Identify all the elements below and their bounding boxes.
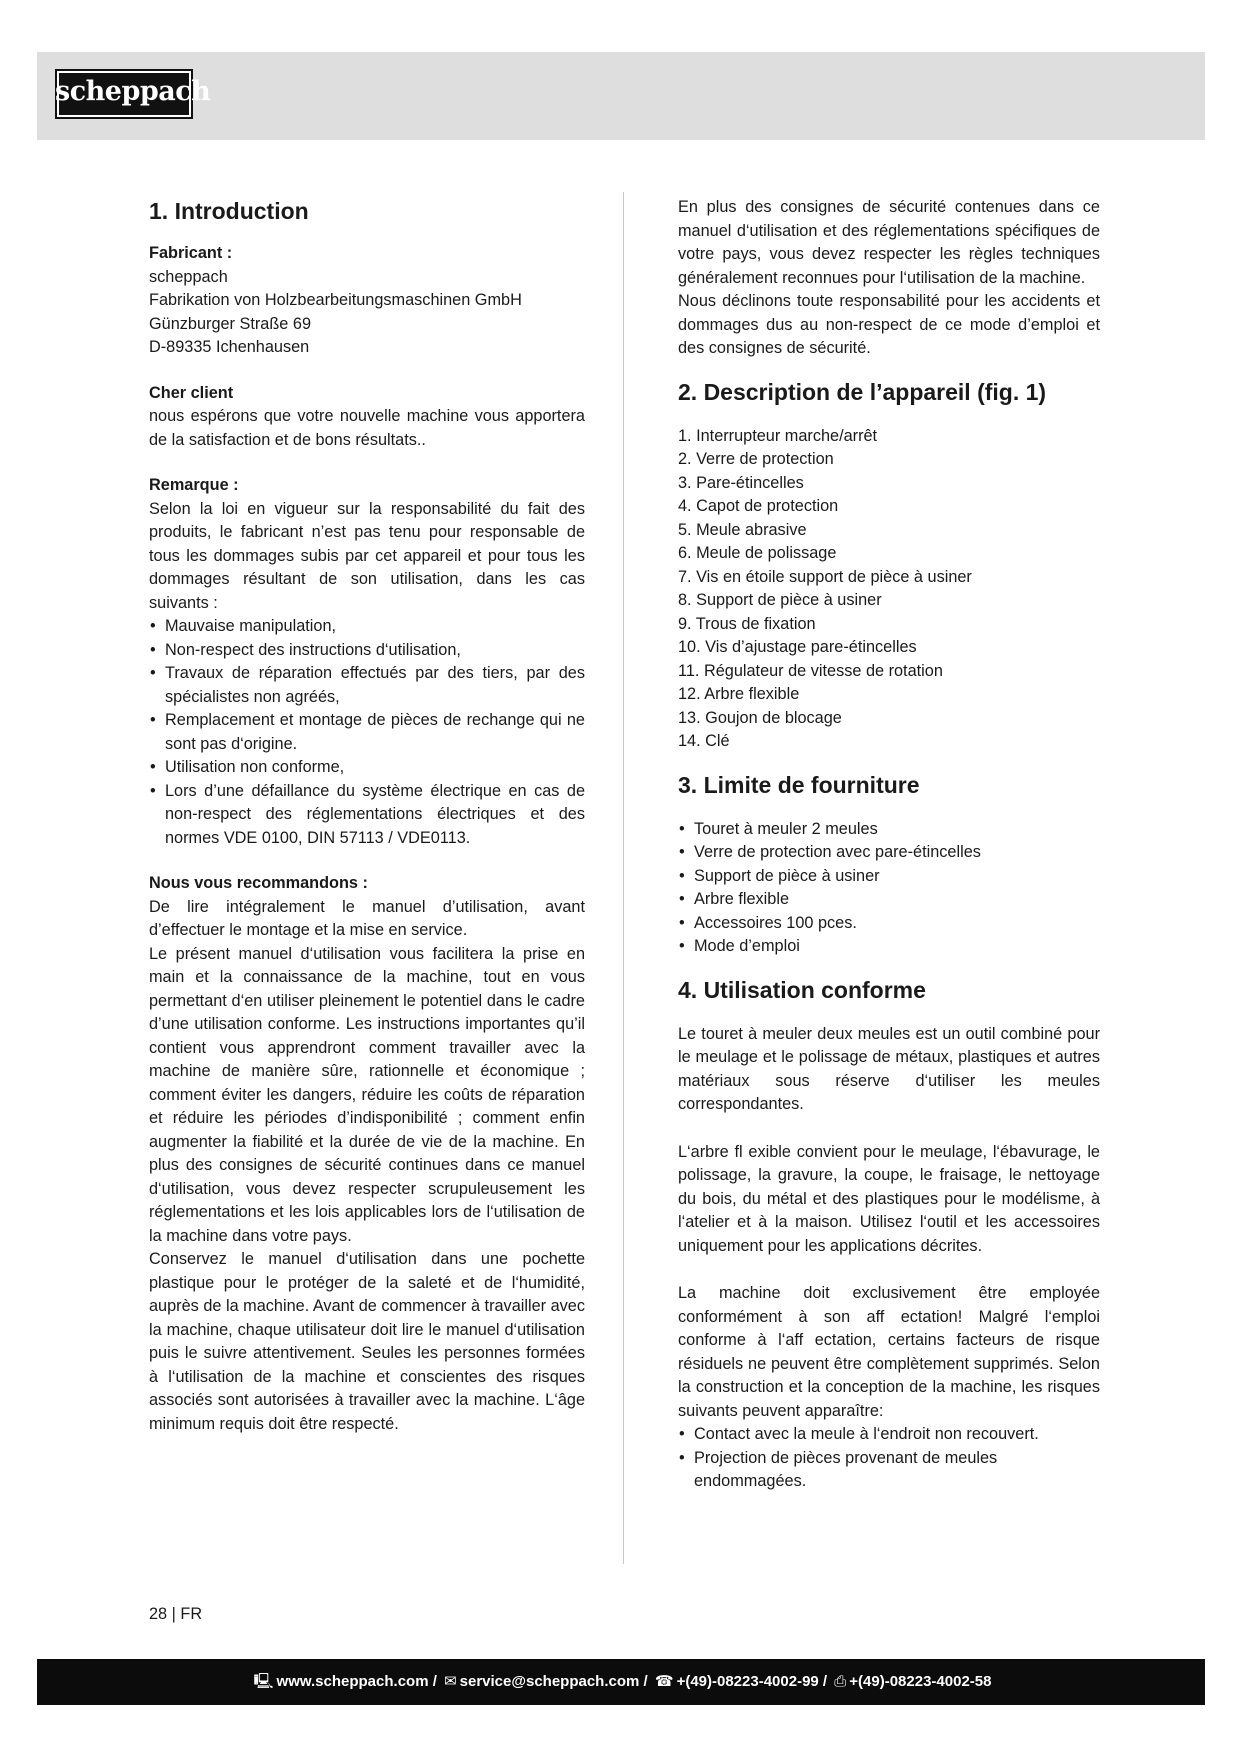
scheppach-logo: scheppach: [55, 69, 193, 119]
separator: /: [428, 1673, 442, 1690]
list-item: 11. Régulateur de vitesse de rotation: [678, 661, 943, 680]
list-item: • Mauvaise manipulation,: [149, 615, 585, 639]
remarque-text: Selon la loi en vigueur sur la responsabilité du fait des produits, le fabricant n’est pas tenu pour responsable de tous les dommages subis par cet appareil et pour tous les dommages résultant de son utilisation, dans les cas suivants :: [149, 499, 585, 612]
fabricant-line: Günzburger Straße 69: [149, 314, 311, 333]
separator: /: [818, 1673, 832, 1690]
phone-number: +(49)-08223-4002-99: [676, 1673, 819, 1690]
list-item: 3. Pare-étincelles: [678, 473, 804, 492]
website-link[interactable]: www.scheppach.com: [276, 1673, 429, 1690]
remarque-label: Remarque :: [149, 476, 239, 494]
list-item: • Verre de protection avec pare-étincelles: [678, 841, 1100, 865]
utilisation-paragraph: L‘arbre fl exible convient pour le meulage, l‘ébavurage, le polissage, la gravure, la coupe, le fraisage, le nettoyage du bois, du métal et des plastiques pour le modélisme, à l‘atelier et à la maison. Utilisez l‘outil et les accessoires uniquement pour les applications décrites.: [678, 1142, 1100, 1255]
list-item: 14. Clé: [678, 732, 730, 750]
email-link[interactable]: service@scheppach.com: [459, 1673, 640, 1690]
liability-paragraph: Nous déclinons toute responsabilité pour les accidents et dommages dus au non-respect de ce mode d’emploi et des consignes de sécurité.: [678, 292, 1100, 357]
section-title-description: 2. Description de l’appareil (fig. 1): [678, 378, 1047, 405]
list-item: • Arbre flexible: [678, 888, 1100, 912]
list-item: • Mode d’emploi: [678, 935, 1100, 959]
fabricant-line: D-89335 Ichenhausen: [149, 338, 310, 356]
left-column: [149, 196, 585, 1436]
fax-icon: ⎙: [834, 1673, 847, 1690]
fourniture-list: [678, 818, 1100, 959]
list-item: 10. Vis d’ajustage pare-étincelles: [678, 638, 917, 656]
fabricant-line: Fabrikation von Holzbearbeitungsmaschinen GmbH: [149, 291, 522, 309]
list-item: 7. Vis en étoile support de pièce à usiner: [678, 567, 972, 586]
utilisation-paragraph: La machine doit exclusivement être employée conformément à son aff ectation! Malgré l‘emploi conforme à l‘aff ectation, certains facteurs de risque résiduels ne peuvent être complètement supprimés. Selon la construction et la conception de la machine, les risques suivants peuvent apparaître:: [678, 1284, 1100, 1420]
list-item: • Projection de pièces provenant de meules endommagées.: [678, 1447, 1100, 1494]
list-item: • Lors d’une défaillance du système électrique en cas de non-respect des réglementations électriques et des normes VDE 0100, DIN 57113 / VDE0113.: [149, 780, 585, 851]
list-item: • Touret à meuler 2 meules: [678, 818, 1100, 842]
list-item: 2. Verre de protection: [678, 450, 834, 468]
contact-bar: [37, 1659, 1205, 1705]
cher-client-label: Cher client: [149, 383, 234, 402]
safety-paragraph: En plus des consignes de sécurité contenues dans ce manuel d‘utilisation et des réglementations spécifiques de votre pays, vous devez respecter les règles techniques généralement reconnues pour l‘utilisation de la machine.: [678, 198, 1100, 287]
list-item: • Travaux de réparation effectués par des tiers, par des spécialistes non agréés,: [149, 662, 585, 709]
list-item: 1. Interrupteur marche/arrêt: [678, 426, 878, 445]
separator: /: [639, 1673, 652, 1690]
list-item: 8. Support de pièce à usiner: [678, 591, 882, 609]
list-item: • Contact avec la meule à l‘endroit non recouvert.: [678, 1423, 1100, 1447]
section-title-introduction: 1. Introduction: [149, 198, 309, 224]
recommandons-paragraph: Conservez le manuel d‘utilisation dans une pochette plastique pour le protéger de la saleté et de l‘humidité, auprès de la machine. Avant de commencer à travailler avec la machine, chaque utilisateur doit lire le manuel d‘utilisation puis le suivre attentivement. Seules les personnes formées à l‘utilisation de la machine et conscientes des risques associés sont autorisées à travailler avec la machine. L‘âge minimum requis doit être respecté.: [149, 1250, 585, 1433]
list-item: • Utilisation non conforme,: [149, 756, 585, 780]
fax-number: +(49)-08223-4002-58: [849, 1673, 992, 1690]
list-item: • Support de pièce à usiner: [678, 865, 1100, 889]
section-title-fourniture: 3. Limite de fourniture: [678, 771, 920, 798]
column-divider: [623, 192, 624, 1564]
cher-client-text: nous espérons que votre nouvelle machine vous apportera de la satisfaction et de bons résultats..: [149, 407, 585, 449]
list-item: 9. Trous de fixation: [678, 614, 816, 633]
recommandons-paragraph: Le présent manuel d‘utilisation vous facilitera la prise en main et la connaissance de la machine, tout en vous permettant d‘en utiliser pleinement le potentiel dans le cadre d’une utilisation conforme. Les instructions importantes qu’il contient vous apprendront comment travailler avec la machine de manière sûre, rationnelle et économique ; comment éviter les dangers, réduire les coûts de réparation et réduire les périodes d’indisponibilité ; comment enfin augmenter la fiabilité et la durée de vie de la machine. En plus des consignes de sécurité continues dans ce manuel d‘utilisation, vous devez respecter scrupuleusement les réglementations et les lois applicables lors de l‘utilisation de la machine dans votre pays.: [149, 944, 585, 1245]
right-column: [678, 196, 1100, 1494]
parts-list: [678, 425, 1100, 754]
list-item: • Remplacement et montage de pièces de rechange qui ne sont pas d‘origine.: [149, 709, 585, 756]
list-item: 6. Meule de polissage: [678, 544, 837, 562]
fabricant-line: scheppach: [149, 267, 228, 286]
risques-list: [678, 1423, 1100, 1494]
section-title-utilisation: 4. Utilisation conforme: [678, 976, 926, 1003]
list-item: • Accessoires 100 pces.: [678, 912, 1100, 936]
fabricant-label: Fabricant :: [149, 244, 233, 262]
list-item: • Non-respect des instructions d‘utilisation,: [149, 639, 585, 663]
list-item: 12. Arbre flexible: [678, 685, 800, 703]
list-item: 4. Capot de protection: [678, 497, 839, 515]
list-item: 13. Goujon de blocage: [678, 708, 842, 727]
list-item: 5. Meule abrasive: [678, 520, 807, 539]
recommandons-label: Nous vous recommandons :: [149, 874, 368, 892]
computer-icon: 🖳: [253, 1673, 274, 1690]
phone-icon: ☎: [654, 1673, 674, 1690]
remarque-list: [149, 615, 585, 850]
recommandons-paragraph: De lire intégralement le manuel d’utilisation, avant d’effectuer le montage et la mise en service.: [149, 897, 585, 939]
page-number: 28 | FR: [149, 1605, 203, 1623]
header-band: [37, 52, 1205, 140]
mail-icon: ✉: [444, 1673, 457, 1690]
utilisation-paragraph: Le touret à meuler deux meules est un outil combiné pour le meulage et le polissage de métaux, plastiques et autres matériaux sous réserve d‘utiliser les meules correspondantes.: [678, 1024, 1100, 1113]
